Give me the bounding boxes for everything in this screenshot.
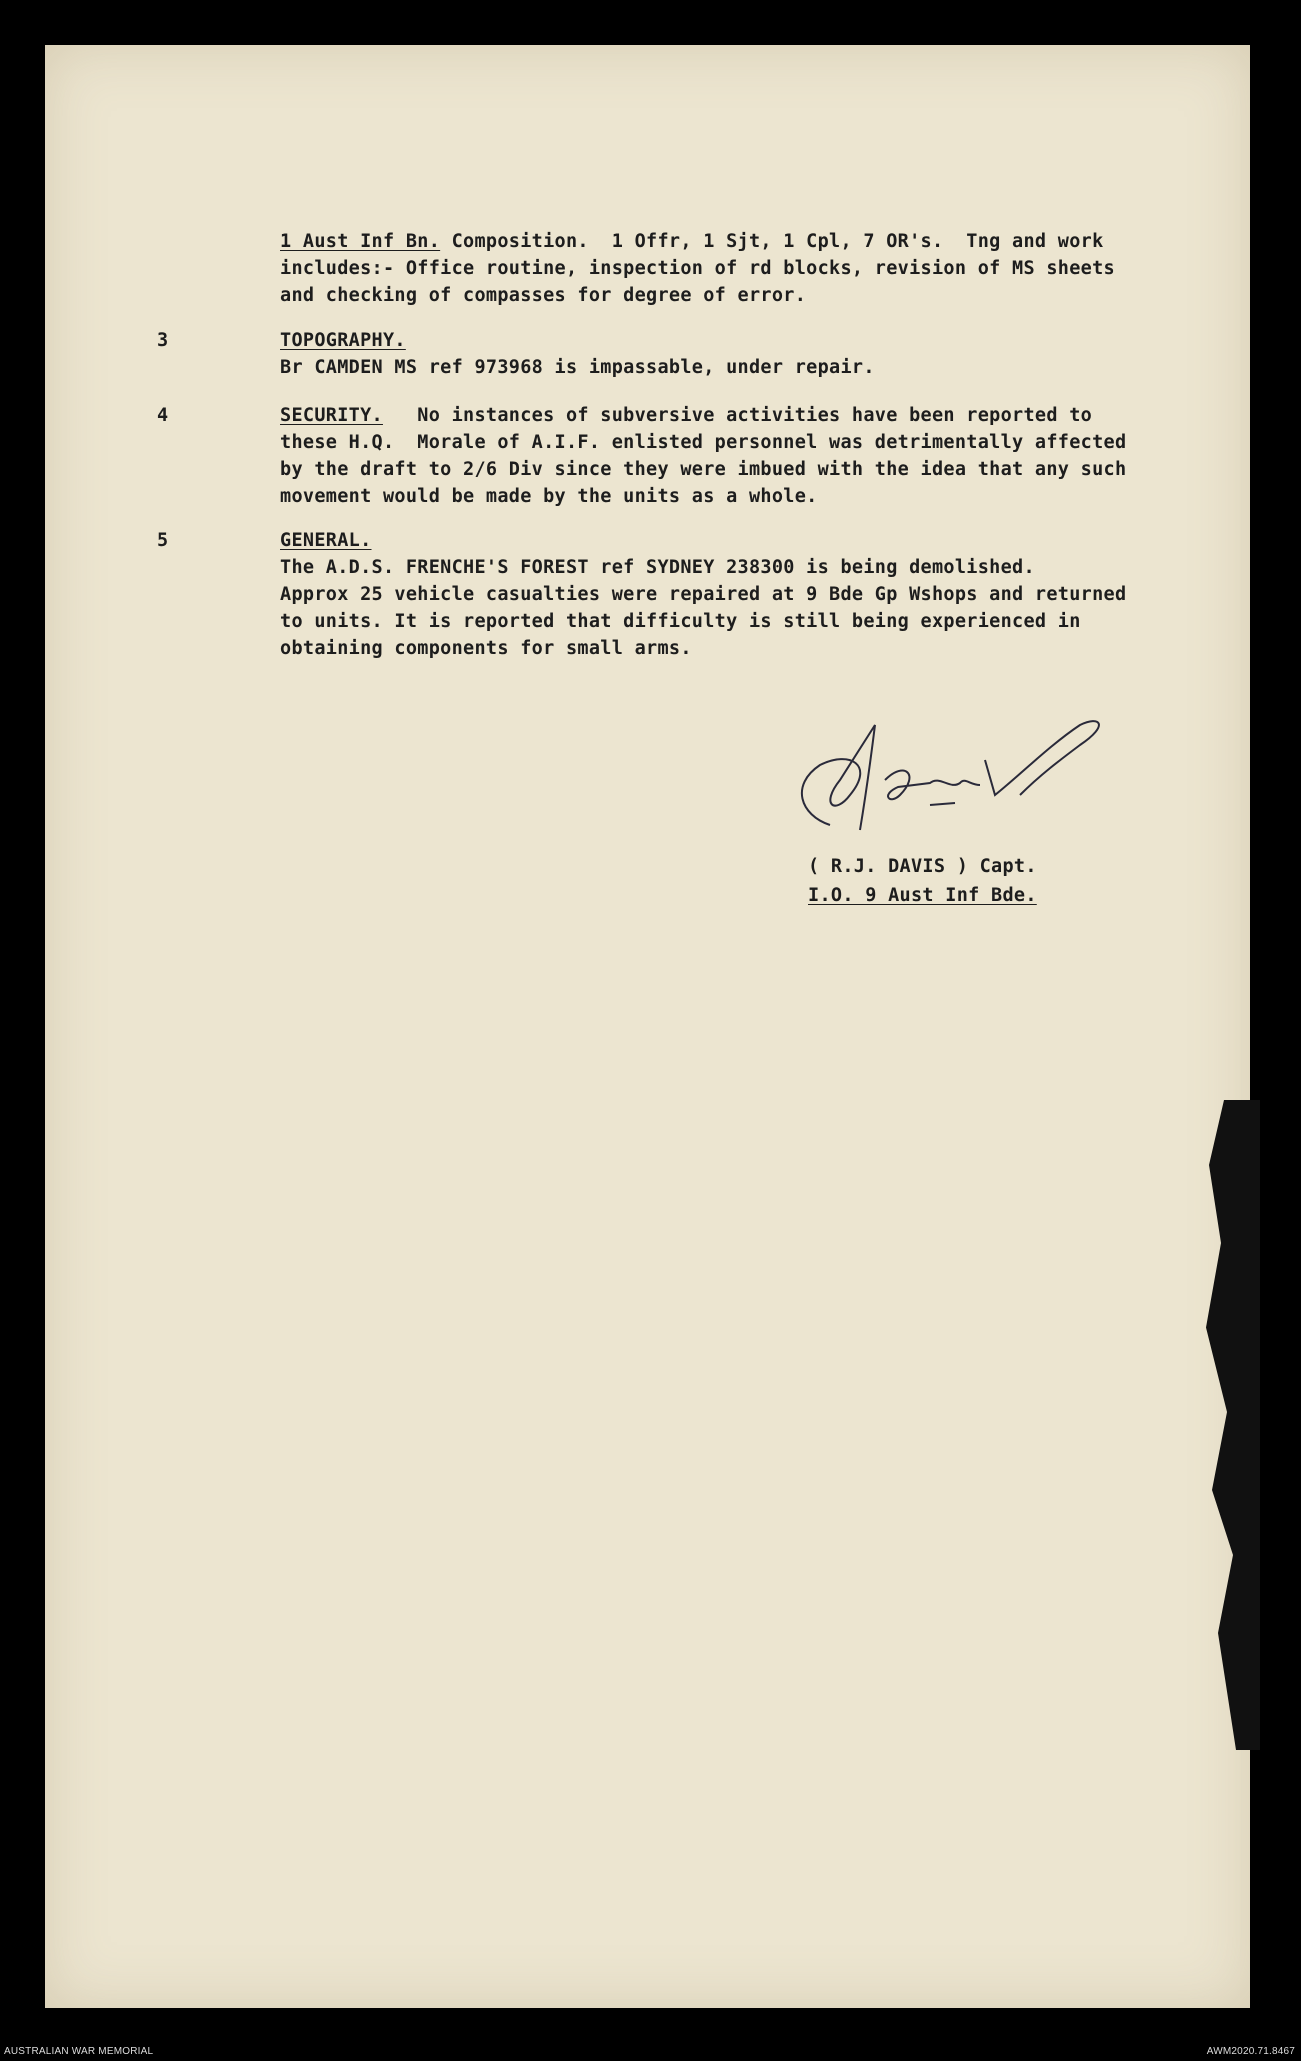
para3-line1: Br CAMDEN MS ref 973968 is impassable, under repair. [280,357,875,378]
document-page [45,45,1250,2008]
para4-heading: SECURITY. [280,405,383,426]
para4-line4: movement would be made by the units as a whole. [280,486,818,507]
para5-line2: Approx 25 vehicle casualties were repaired at 9 Bde Gp Wshops and returned [280,584,1127,605]
para5-line3: to units. It is reported that difficulty is still being experienced in [280,611,1081,632]
para3-heading: TOPOGRAPHY. [280,330,406,351]
handwritten-signature [780,705,1130,855]
para5-heading: GENERAL. [280,530,372,551]
signature-title: I.O. 9 Aust Inf Bde. [808,885,1037,906]
footer-right: AWM2020.71.8467 [1206,2046,1295,2057]
para4-line3: by the draft to 2/6 Div since they were imbued with the idea that any such [280,459,1127,480]
para-intro-line1: 1 Aust Inf Bn. Composition. 1 Offr, 1 Sjt, 1 Cpl, 7 OR's. Tng and work [280,231,1104,252]
para3-number: 3 [157,330,169,351]
para4-number: 4 [157,405,169,426]
para-intro-line2: includes:- Office routine, inspection of rd blocks, revision of MS sheets [280,258,1115,279]
para-intro-line3: and checking of compasses for degree of error. [280,285,807,306]
para5-number: 5 [157,530,169,551]
para4-line1: SECURITY. No instances of subversive activities have been reported to [280,405,1093,426]
para5-line1: The A.D.S. FRENCHE'S FOREST ref SYDNEY 238300 is being demolished. [280,557,1035,578]
footer-left: AUSTRALIAN WAR MEMORIAL [4,2046,154,2057]
para4-line2: these H.Q. Morale of A.I.F. enlisted personnel was detrimentally affected [280,432,1127,453]
para5-line4: obtaining components for small arms. [280,638,692,659]
para-intro-heading: 1 Aust Inf Bn. [280,231,441,252]
signature-name: ( R.J. DAVIS ) Capt. [808,856,1037,877]
